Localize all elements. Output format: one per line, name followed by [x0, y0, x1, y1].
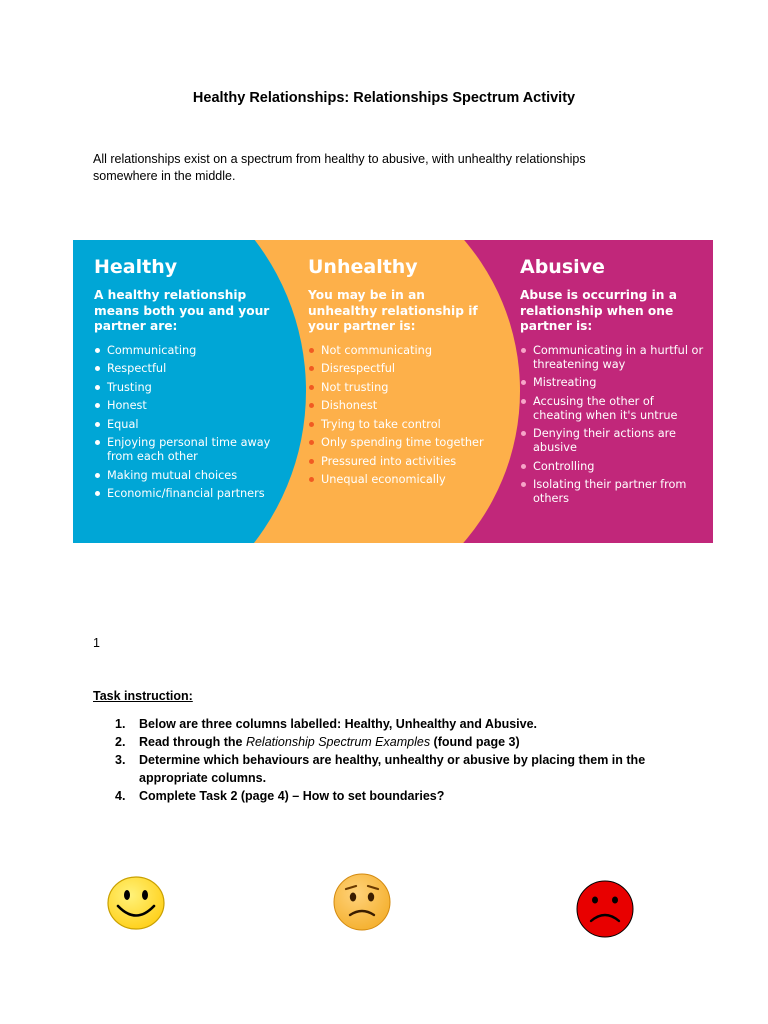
bullet-dot-icon	[309, 366, 314, 371]
healthy-item-text: Economic/financial partners	[107, 487, 265, 500]
unhealthy-column	[308, 256, 498, 492]
unhealthy-item-text: Dishonest	[321, 399, 378, 412]
healthy-item	[94, 487, 294, 501]
unhealthy-item-text: Disrespectful	[321, 362, 395, 375]
healthy-item	[94, 399, 294, 413]
healthy-heading: Healthy	[94, 256, 178, 278]
bullet-dot-icon	[309, 440, 314, 445]
abusive-item-text: Denying their actions are abusive	[533, 427, 676, 454]
healthy-list	[94, 344, 294, 502]
intro-paragraph: All relationships exist on a spectrum from healthy to abusive, with unhealthy relationships somewhere in the middle.	[93, 152, 586, 183]
step-text: Below are three columns labelled: Healthy, Unhealthy and Abusive.	[139, 717, 538, 731]
step-text-before: Read through the	[139, 735, 246, 749]
unhealthy-item-text: Pressured into activities	[321, 454, 457, 468]
healthy-item	[94, 381, 294, 395]
bullet-dot-icon	[521, 380, 526, 385]
bullet-dot-icon	[95, 385, 100, 390]
abusive-list	[520, 344, 705, 507]
abusive-item-text: Isolating their partner from others	[533, 478, 687, 505]
healthy-item-text: Enjoying personal time away from each other	[107, 436, 271, 463]
step-text-italic: Relationship Spectrum Examples	[245, 735, 431, 749]
unhealthy-item-text: Trying to take control	[321, 417, 441, 431]
healthy-item-text: Making mutual choices	[107, 468, 238, 482]
bullet-dot-icon	[521, 482, 526, 487]
task-step	[93, 716, 653, 734]
healthy-item-text: Communicating	[107, 343, 197, 357]
task-steps	[93, 716, 653, 806]
abusive-item	[520, 427, 705, 455]
step-number: 3.	[115, 753, 126, 767]
healthy-item	[94, 362, 294, 376]
unhealthy-item	[308, 399, 498, 413]
bullet-dot-icon	[309, 422, 314, 427]
task-step	[93, 752, 653, 787]
document-title: Healthy Relationships: Relationships Spectrum Activity	[192, 90, 576, 106]
healthy-item	[94, 436, 294, 464]
abusive-item-text: Mistreating	[533, 376, 597, 389]
bullet-dot-icon	[95, 422, 100, 427]
abusive-heading: Abusive	[520, 256, 605, 278]
unhealthy-item	[308, 436, 498, 450]
task-step	[93, 788, 653, 806]
healthy-column	[94, 256, 294, 506]
bullet-dot-icon	[95, 348, 100, 353]
abusive-item	[520, 395, 705, 423]
bullet-dot-icon	[521, 431, 526, 436]
bullet-dot-icon	[309, 459, 314, 464]
unhealthy-heading: Unhealthy	[308, 256, 418, 278]
unhealthy-item	[308, 344, 498, 358]
abusive-lead: Abuse is occurring in a relationship when one partner is:	[520, 288, 677, 333]
bullet-dot-icon	[309, 385, 314, 390]
step-text-after: (found page 3)	[430, 735, 520, 749]
worried-face-icon	[332, 873, 392, 931]
unhealthy-item-text: Unequal economically	[321, 473, 446, 486]
step-text	[139, 735, 520, 749]
abusive-item-text: Controlling	[533, 459, 595, 473]
step-text: Determine which behaviours are healthy, unhealthy or abusive by placing them in the appropriate columns.	[139, 753, 646, 785]
bullet-dot-icon	[95, 403, 100, 408]
sad-face-icon	[574, 880, 636, 938]
bullet-dot-icon	[309, 403, 314, 408]
relationship-spectrum-graphic	[73, 240, 713, 543]
bullet-dot-icon	[521, 399, 526, 404]
healthy-item	[94, 469, 294, 483]
unhealthy-item-text: Not communicating	[321, 343, 433, 357]
step-number: 1.	[115, 717, 126, 731]
abusive-item-text: Accusing the other of cheating when it's untrue	[533, 394, 678, 422]
unhealthy-item-text: Not trusting	[321, 380, 389, 394]
unhealthy-item	[308, 418, 498, 432]
healthy-item	[94, 418, 294, 432]
task-heading: Task instruction:	[93, 689, 193, 703]
bullet-dot-icon	[95, 473, 100, 478]
step-number: 4.	[115, 788, 126, 803]
unhealthy-item	[308, 473, 498, 487]
bullet-dot-icon	[95, 366, 100, 371]
task-step	[93, 734, 653, 752]
abusive-column	[520, 256, 705, 511]
bullet-dot-icon	[521, 348, 526, 353]
unhealthy-item	[308, 362, 498, 376]
healthy-item	[94, 344, 294, 358]
healthy-lead: A healthy relationship means both you and your partner are:	[94, 288, 270, 333]
happy-face-icon	[106, 875, 166, 931]
page-number: 1	[93, 636, 100, 650]
unhealthy-list	[308, 344, 498, 488]
step-text: Complete Task 2 (page 4) – How to set boundaries?	[139, 788, 445, 803]
bullet-dot-icon	[309, 477, 314, 482]
bullet-dot-icon	[95, 491, 100, 496]
healthy-item-text: Equal	[107, 417, 139, 431]
unhealthy-item	[308, 381, 498, 395]
abusive-item	[520, 344, 705, 372]
unhealthy-item	[308, 455, 498, 469]
abusive-item	[520, 376, 705, 390]
abusive-item	[520, 460, 705, 474]
unhealthy-item-text: Only spending time together	[321, 436, 484, 449]
bullet-dot-icon	[309, 348, 314, 353]
abusive-item-text: Communicating in a hurtful or threatening way	[533, 343, 704, 371]
healthy-item-text: Honest	[107, 399, 147, 412]
healthy-item-text: Trusting	[107, 380, 152, 394]
bullet-dot-icon	[95, 440, 100, 445]
step-number: 2.	[115, 735, 126, 749]
abusive-item	[520, 478, 705, 506]
healthy-item-text: Respectful	[107, 362, 167, 375]
unhealthy-lead: You may be in an unhealthy relationship if your partner is:	[308, 288, 478, 333]
bullet-dot-icon	[521, 464, 526, 469]
